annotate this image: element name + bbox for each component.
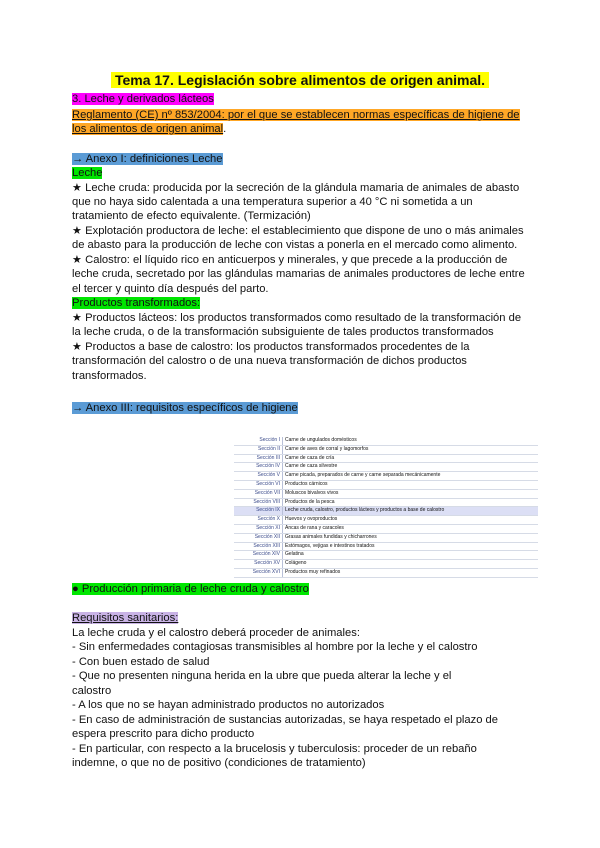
table-row: Sección III Carne de caza de cría — [234, 454, 538, 463]
requirements-label: Requisitos sanitarios: — [72, 612, 179, 624]
requirement-line: espera prescrito para dicho producto — [72, 728, 255, 740]
table-row: Sección XVI Productos muy refinados — [234, 568, 538, 577]
annex-3-heading: → Anexo III: requisitos específicos de higiene — [72, 402, 298, 414]
annex-table-figure — [234, 437, 538, 575]
table-row: Sección VIII Productos de la pesca — [234, 498, 538, 507]
requirement-line: - Que no presenten ninguna herida en la ubre que pueda alterar la leche y el — [72, 670, 452, 682]
transformed-line: transformados. — [72, 370, 147, 382]
table-row: Sección XIII Estómagos, vejigas e intestinos tratados — [234, 542, 538, 551]
definition-line: que no haya sido calentada a una temperatura superior a 40 °C ni sometida a un — [72, 196, 473, 208]
requirement-line: - Sin enfermedades contagiosas transmisibles al hombre por la leche y el calostro — [72, 641, 478, 653]
requirement-line: - Con buen estado de salud — [72, 656, 210, 668]
table-row-highlighted: Sección IX Leche cruda, calostro, productos lácteos y productos a base de calostro — [234, 507, 538, 516]
table-row: Sección X Huevos y ovoproductos — [234, 516, 538, 525]
regulation-line-1: Reglamento (CE) nº 853/2004: por el que se establecen normas específicas de higiene de — [72, 109, 520, 121]
leche-label: Leche — [72, 167, 103, 179]
regulation-line-2: los alimentos de origen animal. — [72, 123, 227, 135]
definition-line: ★ Explotación productora de leche: el establecimiento que dispone de uno o más animales — [72, 225, 524, 237]
requirement-line: indemne, o que no de positivo (condiciones de tratamiento) — [72, 757, 366, 769]
page-title: Tema 17. Legislación sobre alimentos de origen animal. — [0, 72, 600, 88]
table-row: Sección VII Moluscos bivalvos vivos — [234, 489, 538, 498]
requirement-line: - En caso de administración de sustancias autorizadas, se haya respetado el plazo de — [72, 714, 498, 726]
section-heading: 3. Leche y derivados lácteos — [72, 93, 214, 105]
table-row: Sección I Carne de ungulados domésticos — [234, 437, 538, 445]
transformed-line: ★ Productos a base de calostro: los productos transformados procedentes de la — [72, 341, 470, 353]
table-row: Sección XV Colágeno — [234, 560, 538, 569]
definition-line: ★ Calostro: el líquido rico en anticuerpos y minerales, y que precede a la producción de — [72, 254, 508, 266]
definition-line: de abasto para la producción de leche con vistas a ponerla en el mercado como alimento. — [72, 239, 518, 251]
definition-line: leche cruda, secretado por las glándulas mamarias de animales productores de leche entre — [72, 268, 525, 280]
annex-1-heading: → Anexo I: definiciones Leche — [72, 153, 223, 165]
transformed-line: transformación del calostro o de una nueva transformación de dichos productos — [72, 355, 467, 367]
table-row: Sección XI Ancas de rana y caracoles — [234, 524, 538, 533]
requirement-line: - A los que no se hayan administrado productos no autorizados — [72, 699, 385, 711]
primary-production-heading: ● Producción primaria de leche cruda y calostro — [72, 583, 309, 595]
transformed-line: la leche cruda, o de la transformación subsiguiente de tales productos transformados — [72, 326, 494, 338]
definition-line: tratamiento de efecto equivalente. (Termización) — [72, 210, 311, 222]
table-row: Sección IV Carne de caza silvestre — [234, 463, 538, 472]
table-row: Sección V Carne picada, preparados de carne y carne separada mecánicamente — [234, 472, 538, 481]
table-row: Sección II Carne de aves de corral y lagomorfos — [234, 445, 538, 454]
transformed-label: Productos transformados: — [72, 297, 201, 309]
requirement-line: La leche cruda y el calostro deberá proceder de animales: — [72, 627, 360, 639]
table-row: Sección XII Grasas animales fundidas y chicharrones — [234, 533, 538, 542]
annex-table — [234, 437, 538, 578]
transformed-line: ★ Productos lácteos: los productos transformados como resultado de la transformación de — [72, 312, 522, 324]
definition-line: ★ Leche cruda: producida por la secreción de la glándula mamaria de animales de abasto — [72, 182, 520, 194]
table-row: Sección XIV Gelatina — [234, 551, 538, 560]
requirement-line: calostro — [72, 685, 112, 697]
table-row: Sección VI Productos cárnicos — [234, 480, 538, 489]
definition-line: el tercer y quinto día después del parto. — [72, 283, 269, 295]
requirement-line: - En particular, con respecto a la brucelosis y tuberculosis: proceder de un rebaño — [72, 743, 477, 755]
